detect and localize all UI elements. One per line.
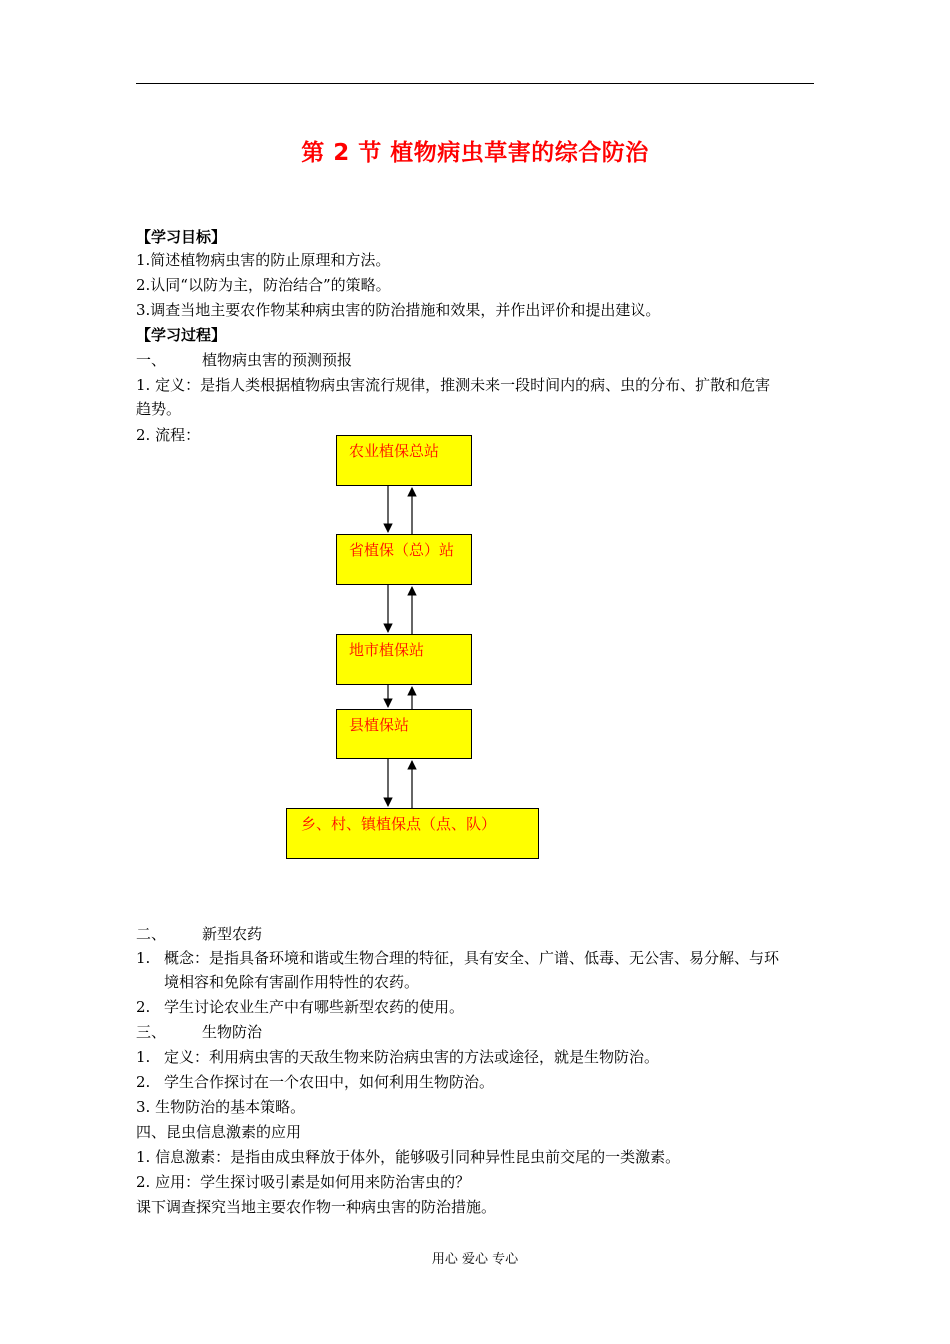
flow-box-county: 县植保站 [336, 709, 472, 759]
item-number: 2. [136, 1073, 151, 1091]
item-text: 概念：是指具备环境和谐或生物合理的特征，具有安全、广谱、低毒、无公害、易分解、与环 [164, 949, 780, 967]
section-1-title: 植物病虫害的预测预报 [202, 351, 353, 369]
item-text: 定义：利用病虫害的天敌生物来防治病虫害的方法或途径，就是生物防治。 [164, 1048, 660, 1066]
item-number: 2. [136, 998, 151, 1016]
section-3-item-1 [136, 1045, 659, 1070]
page-footer: 用心 爱心 专心 [431, 1252, 519, 1267]
flow-box-national: 农业植保总站 [336, 435, 472, 486]
definition-line-1: 1. 定义：是指人类根据植物病虫害流行规律，推测未来一段时间内的病、虫的分布、扩散和危害 [136, 376, 771, 394]
section-3-heading [136, 1020, 262, 1045]
flow-box-province: 省植保（总）站 [336, 534, 472, 585]
section-2-number: 二、 [136, 925, 167, 943]
section-1-number: 一、 [136, 351, 167, 369]
flow-box-township: 乡、村、镇植保点（点、队） [286, 808, 539, 859]
flow-label: 2. 流程： [136, 426, 201, 444]
goal-item-1: 1.简述植物病虫害的防止原理和方法。 [136, 251, 391, 269]
item-text: 学生合作探讨在一个农田中，如何利用生物防治。 [164, 1073, 495, 1091]
section-2-item-2 [136, 995, 464, 1020]
section-4-heading: 四、昆虫信息激素的应用 [136, 1123, 302, 1141]
goal-item-2: 2.认同“以防为主，防治结合”的策略。 [136, 276, 391, 294]
section-4-item-1: 1. 信息激素：是指由成虫释放于体外，能够吸引同种异性昆虫前交尾的一类激素。 [136, 1148, 681, 1166]
item-number: 1. [136, 949, 151, 967]
section-2-item-1-line-2: 境相容和免除有害副作用特性的农药。 [164, 973, 420, 991]
section-2-heading [136, 922, 262, 947]
process-heading: 【学习过程】 [136, 326, 227, 344]
goal-item-3: 3.调查当地主要农作物某种病虫害的防治措施和效果，并作出评价和提出建议。 [136, 301, 661, 319]
section-3-title: 生物防治 [202, 1023, 263, 1041]
item-number: 1. [136, 1048, 151, 1066]
page-title: 第 2 节 植物病虫草害的综合防治 [301, 140, 649, 166]
item-text: 学生讨论农业生产中有哪些新型农药的使用。 [164, 998, 465, 1016]
flow-box-city: 地市植保站 [336, 634, 472, 685]
section-3-item-2 [136, 1070, 494, 1095]
section-3-item-3: 3. 生物防治的基本策略。 [136, 1098, 306, 1116]
section-2-title: 新型农药 [202, 925, 263, 943]
section-2-item-1-line-1 [136, 946, 779, 971]
closing-note: 课下调查探究当地主要农作物一种病虫害的防治措施。 [136, 1198, 497, 1216]
goals-heading: 【学习目标】 [136, 228, 227, 246]
section-3-number: 三、 [136, 1023, 167, 1041]
definition-line-2: 趋势。 [136, 400, 182, 418]
section-4-item-2: 2. 应用：学生探讨吸引素是如何用来防治害虫的？ [136, 1173, 471, 1191]
